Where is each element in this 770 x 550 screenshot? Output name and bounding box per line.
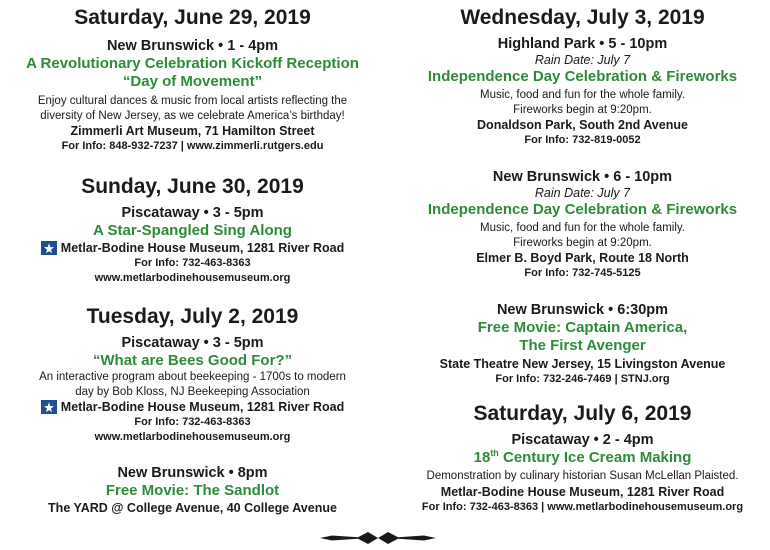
event-title: A Star-Spangled Sing Along	[93, 222, 292, 239]
event-venue: The YARD @ College Avenue, 40 College Avenue	[48, 501, 337, 515]
event-venue: Metlar-Bodine House Museum, 1281 River Road	[440, 484, 725, 499]
event-rain-date: Rain Date: July 7	[534, 53, 631, 67]
event-date: Saturday, July 6, 2019	[473, 402, 692, 425]
event-july-6	[395, 402, 770, 515]
event-date: Tuesday, July 2, 2019	[86, 305, 299, 328]
event-description: Music, food and fun for the whole family.	[480, 89, 685, 101]
event-description: An interactive program about beekeeping - 1700s to modern	[39, 371, 346, 383]
event-info: For Info: 732-463-8363 | www.metlarbodinehousemuseum.org	[421, 500, 744, 513]
event-venue: Metlar-Bodine House Museum, 1281 River Road	[60, 400, 345, 414]
event-date: Sunday, June 30, 2019	[81, 175, 304, 198]
museum-logo-icon	[41, 241, 57, 255]
event-info: For Info: 848-932-7237 | www.zimmerli.rutgers.edu	[61, 140, 324, 152]
event-title: Free Movie: The Sandlot	[105, 482, 280, 499]
event-title	[395, 449, 770, 467]
event-july-3-new-brunswick	[395, 168, 770, 281]
event-rain-date: Rain Date: July 7	[534, 186, 631, 200]
event-info: For Info: 732-819-0052	[524, 134, 641, 146]
event-venue: Donaldson Park, South 2nd Avenue	[477, 118, 688, 132]
event-description-cont: Fireworks begin at 9:20pm.	[513, 236, 652, 249]
event-description-cont: Fireworks begin at 9:20pm.	[513, 103, 652, 116]
event-date: Wednesday, July 3, 2019	[460, 6, 705, 29]
event-title-ordinal: th	[490, 448, 499, 458]
event-venue-row	[0, 399, 385, 415]
event-info: For Info: 732-463-8363	[134, 257, 251, 269]
event-title-subtitle: “Day of Movement”	[122, 73, 263, 90]
event-title-cont: The First Avenger	[519, 337, 646, 354]
event-venue: State Theatre New Jersey, 15 Livingston Avenue	[439, 357, 726, 371]
event-location-time: New Brunswick • 1 - 4pm	[106, 38, 279, 54]
event-description-cont: diversity of New Jersey, as we celebrate America’s birthday!	[40, 109, 345, 122]
event-venue: Zimmerli Art Museum, 71 Hamilton Street	[70, 124, 315, 138]
event-location-time: Highland Park • 5 - 10pm	[497, 36, 668, 52]
event-venue: Elmer B. Boyd Park, Route 18 North	[476, 251, 689, 265]
event-june-30	[0, 175, 385, 286]
event-description-cont: day by Bob Kloss, NJ Beekeeping Association	[75, 385, 310, 398]
event-july-3-movie	[395, 301, 770, 387]
event-description: Demonstration by culinary historian Susan McLellan Plaisted.	[426, 470, 739, 482]
event-title: Independence Day Celebration & Fireworks	[427, 68, 738, 85]
event-title: Free Movie: Captain America,	[477, 319, 688, 336]
museum-logo-icon	[41, 400, 57, 414]
event-info: For Info: 732-246-7469 | STNJ.org	[495, 373, 670, 385]
event-location-time: Piscataway • 3 - 5pm	[121, 205, 264, 221]
event-title: Independence Day Celebration & Fireworks	[427, 201, 738, 218]
event-title-number: 18	[473, 449, 491, 466]
event-location-time: New Brunswick • 6:30pm	[496, 302, 669, 318]
event-description: Music, food and fun for the whole family.	[480, 222, 685, 234]
event-july-2-movie	[0, 464, 385, 516]
event-location-time: New Brunswick • 6 - 10pm	[492, 169, 673, 185]
event-date: Saturday, June 29, 2019	[74, 6, 311, 29]
event-venue: Metlar-Bodine House Museum, 1281 River Road	[60, 241, 345, 255]
diamond-ornament-icon	[318, 531, 438, 545]
event-info: For Info: 732-745-5125	[524, 267, 641, 279]
event-title-rest: Century Ice Cream Making	[498, 449, 692, 466]
event-website: www.metlarbodinehousemuseum.org	[94, 431, 291, 443]
event-venue-row	[0, 240, 385, 256]
event-location-time: Piscataway • 3 - 5pm	[121, 335, 264, 351]
event-description: Enjoy cultural dances & music from local artists reflecting the	[37, 95, 348, 107]
event-june-29	[0, 6, 385, 154]
event-website: www.metlarbodinehousemuseum.org	[94, 272, 291, 284]
event-title: A Revolutionary Celebration Kickoff Reception	[26, 55, 359, 72]
event-location-time: Piscataway • 2 - 4pm	[511, 432, 654, 448]
event-info: For Info: 732-463-8363	[134, 416, 251, 428]
event-july-2	[0, 305, 385, 445]
event-july-3-highland-park	[395, 6, 770, 148]
event-location-time: New Brunswick • 8pm	[117, 465, 268, 481]
event-title: “What are Bees Good For?”	[92, 352, 293, 369]
